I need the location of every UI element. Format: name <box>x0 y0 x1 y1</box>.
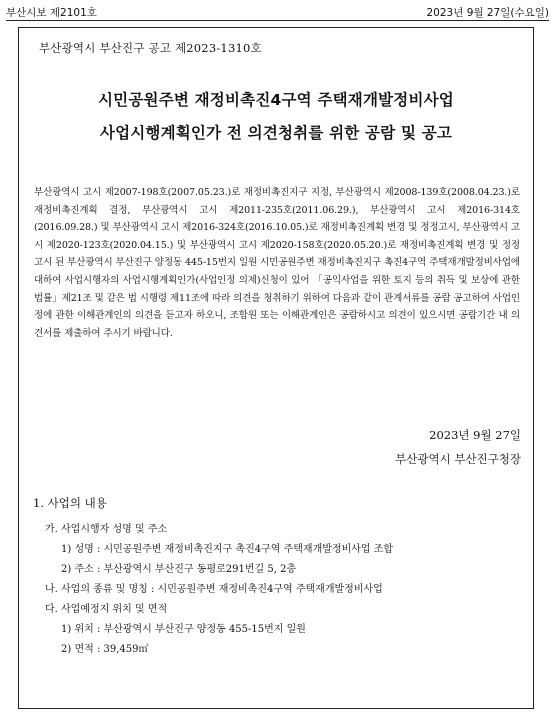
notice-frame <box>18 27 534 709</box>
header-divider <box>6 20 549 21</box>
notice-date: 2023년 9월 27일 <box>429 428 521 442</box>
section-title: 1. 사업의 내용 <box>33 496 107 510</box>
notice-number: 부산광역시 부산진구 공고 제2023-1310호 <box>39 41 262 55</box>
section-item: 1) 성명 : 시민공원주변 재정비촉진지구 촉진4구역 주택재개발정비사업 조합 <box>61 544 394 555</box>
notice-title-line2: 사업시행계획인가 전 의견청취를 위한 공람 및 공고 <box>99 124 453 142</box>
gazette-date: 2023년 9월 27일(수요일) <box>426 7 549 19</box>
gazette-header <box>0 0 555 21</box>
section-item: 나. 사업의 종류 및 명칭 : 시민공원주변 재정비촉진4구역 주택재개발정비사업 <box>45 584 383 595</box>
section-item: 2) 면적 : 39,459㎡ <box>61 644 149 655</box>
notice-title-line1: 시민공원주변 재정비촉진4구역 주택재개발정비사업 <box>98 91 454 109</box>
section-item: 1) 위치 : 부산광역시 부산진구 양정동 455-15번지 일원 <box>61 624 306 635</box>
section-item: 2) 주소 : 부산광역시 부산진구 동평로291번길 5, 2층 <box>61 564 297 575</box>
section-item: 가. 사업시행자 성명 및 주소 <box>45 524 168 535</box>
section-item: 다. 사업예정지 위치 및 면적 <box>45 604 168 615</box>
gazette-number: 부산시보 제2101호 <box>6 7 97 19</box>
notice-body: 부산광역시 고시 제2007-198호(2007.05.23.)로 재정비촉진지구 지정, 부산광역시 제2008-139호(2008.04.23.)로 재정비촉진계획 결정, 부산광역시 고시 제2011-235호(2011.06.29.), 부산광역시 고시 제2016-314호(2016.09.28.) 및 부산광역시 고시 제2016-324호(2016.10.05.)로 재정비촉진계획 변경 및 정정고시, 부산광역시 고시 제2020-123호(2020.04.15.) 및 부산광역시 고시 제2020-158호(2020.05.20.)로 재정비촉진계획 변경 및 정정고시 된 부산광역시 부산진구 양정동 445-15번지 일원 시민공원주변 재정비촉진지구 촉진4구역 주택재개발정비사업에 대하여 사업시행자의 사업시행계획인가(사업인정 의제)신청이 있어 「공익사업을 위한 토지 등의 취득 및 보상에 관한 법률」제21조 및 같은 법 시행령 제11조에 따라 의견을 청취하기 위하여 다음과 같이 관계서류를 공람 공고하여 사업인정에 관한 이해관계인의 의견을 듣고자 하오니, 조합원 또는 이해관계인은 공람하시고 의견이 있으시면 공람기간 내 의견서를 제출하여 주시기 바랍니다. <box>34 187 520 339</box>
notice-issuer: 부산광역시 부산진구청장 <box>395 452 521 466</box>
